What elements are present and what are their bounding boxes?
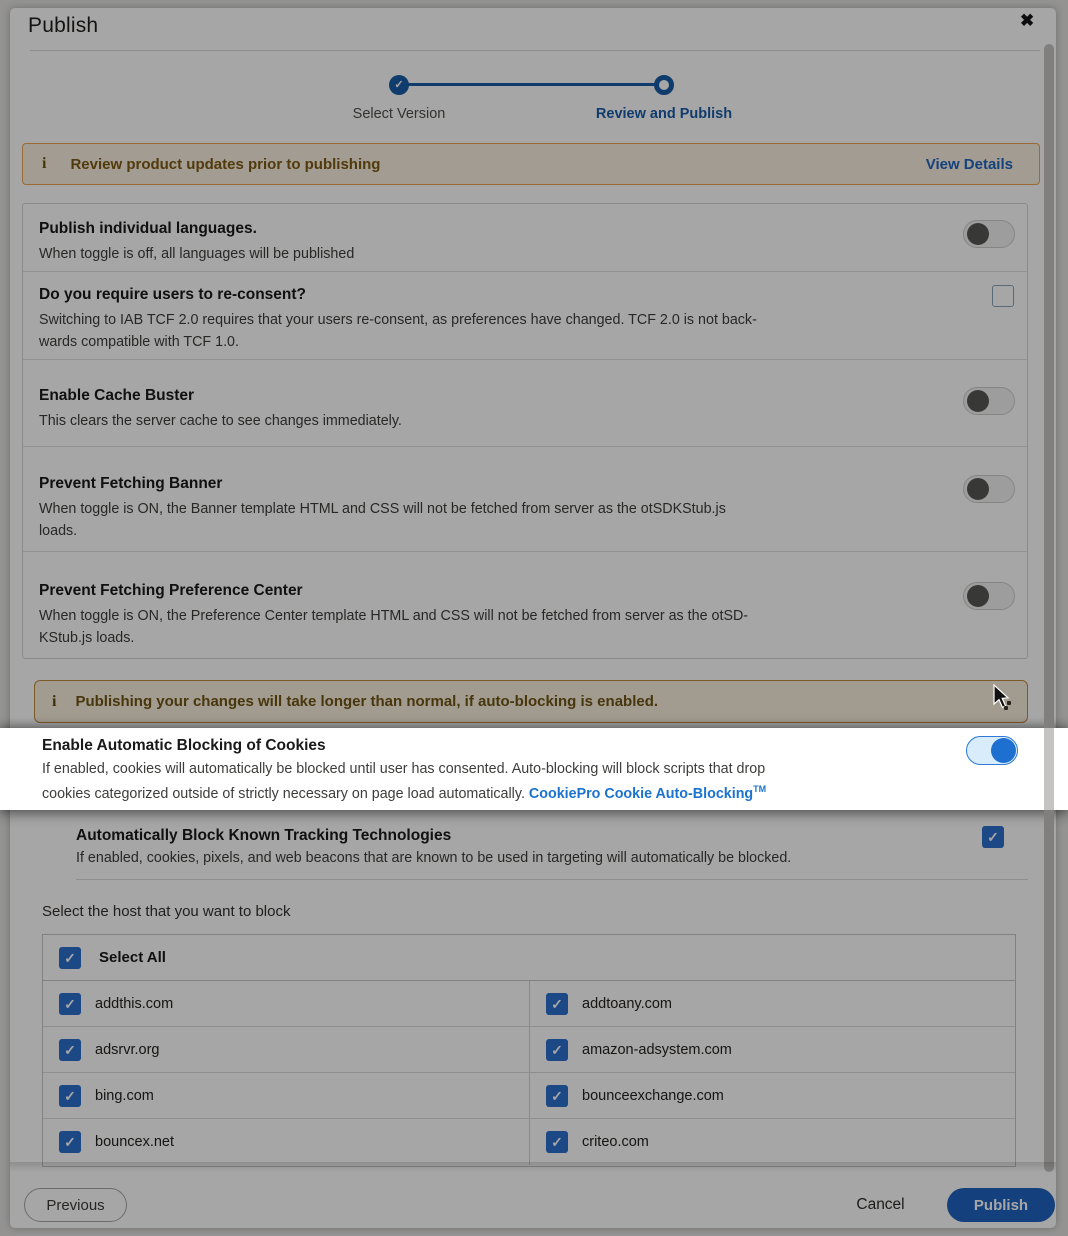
setting-row-publish-languages [23, 204, 1027, 272]
product-updates-banner [22, 143, 1040, 185]
previous-button[interactable]: Previous [24, 1188, 127, 1222]
setting-title: Prevent Fetching Preference Center [39, 582, 303, 599]
select-all-row [43, 935, 1015, 981]
hosts-label: Select the host that you want to block [42, 903, 291, 920]
dialog-title: Publish [28, 14, 99, 37]
setting-desc: wards compatible with TCF 1.0. [39, 334, 239, 350]
host-name: addtoany.com [582, 995, 673, 1012]
footer-scroll-shadow [10, 1162, 1056, 1172]
setting-row-prevent-fetching-banner [23, 447, 1027, 552]
host-name: addthis.com [95, 995, 174, 1012]
host-cell [529, 1027, 1015, 1072]
host-cell [529, 1119, 1015, 1165]
cache-buster-toggle[interactable] [963, 387, 1015, 415]
host-checkbox[interactable]: ✓ [59, 1131, 81, 1153]
setting-row-cache-buster [23, 360, 1027, 447]
select-all-label: Select All [99, 949, 166, 966]
autoblock-desc-text: cookies categorized outside of strictly necessary on page load automatically. [42, 785, 525, 802]
product-updates-text: Review product updates prior to publishing [70, 155, 381, 173]
host-checkbox[interactable]: ✓ [59, 1085, 81, 1107]
autoblock-duration-banner [34, 680, 1028, 723]
publish-languages-toggle[interactable] [963, 220, 1015, 248]
tracking-desc: If enabled, cookies, pixels, and web beacons that are known to be used in targeting will automatically be blocked. [76, 850, 792, 866]
host-checkbox[interactable]: ✓ [59, 993, 81, 1015]
autoblock-duration-text: Publishing your changes will take longer than normal, if auto-blocking is enabled. [75, 693, 659, 710]
setting-title: Publish individual languages. [39, 220, 257, 237]
cancel-button[interactable]: Cancel [856, 1196, 905, 1213]
autoblock-desc-line2 [42, 784, 766, 802]
host-checkbox[interactable]: ✓ [546, 1039, 568, 1061]
close-icon[interactable]: ✖ [1020, 11, 1035, 30]
tracking-title: Automatically Block Known Tracking Technologies [76, 827, 452, 844]
setting-desc: loads. [39, 523, 78, 539]
prevent-fetching-banner-toggle[interactable] [963, 475, 1015, 503]
host-name: bing.com [95, 1087, 154, 1104]
host-row [43, 981, 1015, 1027]
setting-desc: Switching to IAB TCF 2.0 requires that your users re-consent, as preferences have changed. TCF 2.0 is not back- [39, 312, 757, 328]
host-name: bouncex.net [95, 1134, 175, 1150]
host-checkbox[interactable]: ✓ [546, 1131, 568, 1153]
setting-row-reconsent [23, 272, 1027, 360]
step-complete-check-icon[interactable]: ✓ [389, 75, 409, 95]
stepper-connector [407, 83, 656, 86]
host-name: bounceexchange.com [582, 1087, 724, 1104]
host-checkbox[interactable]: ✓ [546, 993, 568, 1015]
step-select-version[interactable]: Select Version [352, 106, 446, 122]
host-cell [43, 1119, 529, 1165]
info-icon: i [42, 155, 47, 172]
setting-title: Prevent Fetching Banner [39, 475, 223, 492]
setting-desc: KStub.js loads. [39, 630, 135, 646]
tracking-divider [76, 879, 1028, 880]
setting-title: Do you require users to re-consent? [39, 286, 306, 303]
host-name: amazon-adsystem.com [582, 1041, 732, 1058]
autoblock-title: Enable Automatic Blocking of Cookies [42, 737, 326, 754]
header-divider [30, 50, 1040, 51]
host-name: criteo.com [582, 1134, 649, 1150]
vertical-scrollbar[interactable] [1044, 44, 1054, 1172]
host-row [43, 1073, 1015, 1119]
host-checkbox[interactable]: ✓ [59, 1039, 81, 1061]
setting-desc: When toggle is off, all languages will be published [39, 246, 355, 262]
host-row [43, 1119, 1015, 1165]
tracking-checkbox[interactable]: ✓ [982, 826, 1004, 848]
prevent-fetching-pc-toggle[interactable] [963, 582, 1015, 610]
publish-settings-card [22, 203, 1028, 659]
view-details-link[interactable]: View Details [925, 155, 1013, 173]
setting-row-prevent-fetching-pc [23, 552, 1027, 660]
host-checkbox[interactable]: ✓ [546, 1085, 568, 1107]
cookiepro-autoblocking-link[interactable]: CookiePro Cookie Auto-Blocking™ [528, 784, 767, 802]
setting-title: Enable Cache Buster [39, 387, 195, 404]
host-cell [529, 1073, 1015, 1118]
autoblock-desc-line1: If enabled, cookies will automatically be blocked until user has consented. Auto-blocking will block scripts that drop [42, 761, 766, 777]
publish-button[interactable]: Publish [947, 1188, 1055, 1222]
reconsent-checkbox[interactable] [992, 285, 1014, 307]
step-review-and-publish[interactable]: Review and Publish [595, 106, 733, 122]
host-cell [529, 981, 1015, 1026]
autoblock-highlight-row [0, 728, 1068, 810]
host-cell [43, 981, 529, 1026]
host-name: adsrvr.org [95, 1041, 160, 1058]
info-icon: i [52, 692, 57, 710]
setting-desc: When toggle is ON, the Preference Center template HTML and CSS will not be fetched from server as the otSD- [39, 608, 749, 624]
step-current-dot-icon[interactable] [654, 75, 674, 95]
host-cell [43, 1027, 529, 1072]
host-row [43, 1027, 1015, 1073]
host-table [42, 934, 1016, 1167]
setting-desc: When toggle is ON, the Banner template HTML and CSS will not be fetched from server as the otSDKStub.js [39, 501, 726, 517]
host-cell [43, 1073, 529, 1118]
setting-desc: This clears the server cache to see changes immediately. [39, 413, 402, 429]
mouse-cursor-icon [990, 684, 1016, 719]
autoblock-toggle-on[interactable] [966, 736, 1018, 765]
select-all-checkbox[interactable]: ✓ [59, 947, 81, 969]
